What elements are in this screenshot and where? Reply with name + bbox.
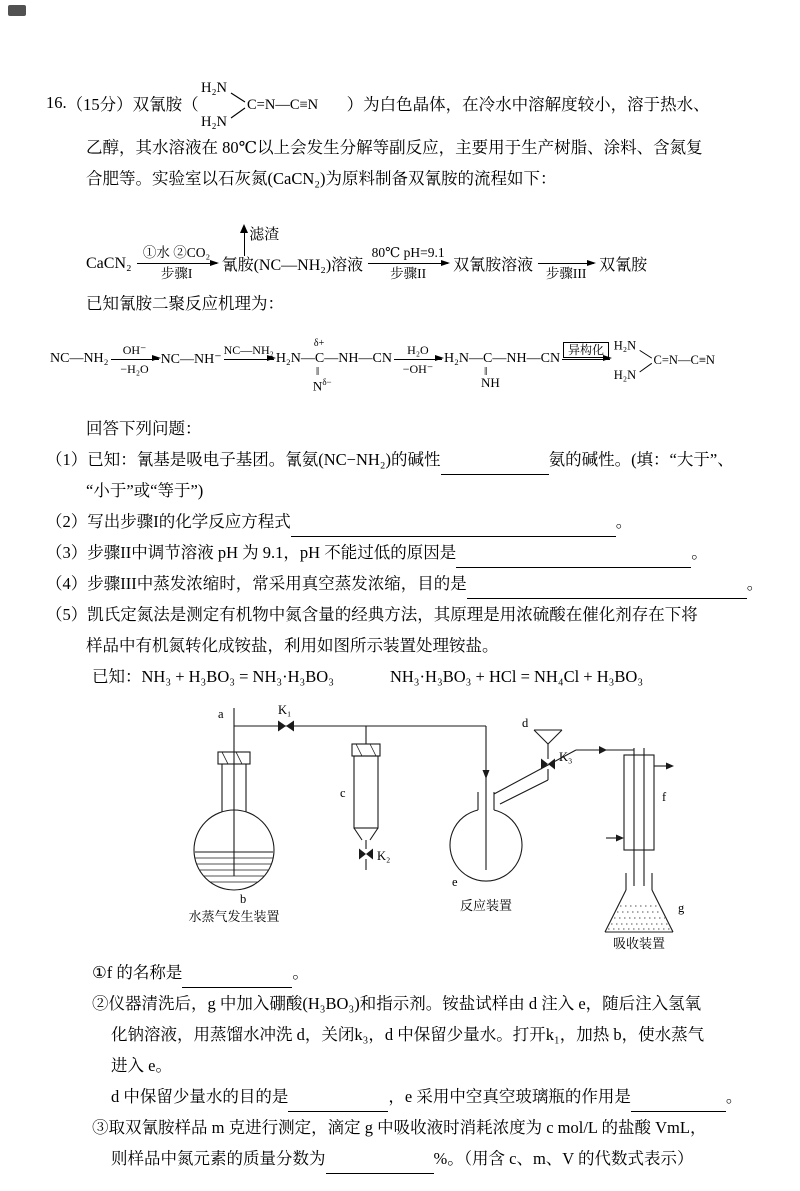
answer-blank	[467, 581, 747, 599]
label-d: d	[522, 716, 529, 730]
flow-step1-label: 步骤I	[160, 266, 193, 281]
species3-delta-minus: δ−	[322, 377, 332, 387]
dicyandiamide-structure-product	[612, 332, 740, 386]
flow-residue-label: 滤渣	[249, 227, 280, 243]
flow-start: CaCN₂	[86, 254, 132, 272]
structure-h2n-top: H₂N	[613, 338, 637, 353]
label-c: c	[340, 786, 346, 800]
species3-nitrogen: $N^{\delta-}$	[312, 377, 332, 394]
q16-intro-line	[46, 74, 754, 132]
q16-line2: 乙醇，其水溶液在 80℃以上会发生分解等副反应，主要用于生产树脂、涂料、含氮复	[86, 138, 703, 157]
question-number: 16.	[46, 93, 67, 112]
equation-1: NH₃ + H₃BO₃ = NH₃·H₃BO₃	[141, 667, 334, 686]
sub-question-3-line1: ③取双氰胺样品 m 克进行测定，滴定 g 中吸收液时消耗浓度为 c mol/L 的盐酸 VmL，	[92, 1118, 707, 1137]
mech-arrow1-bottom: −H₂O	[120, 361, 149, 376]
q16-intro-before: （15分）双氰胺（	[66, 95, 199, 114]
sub3-text: 则样品中氮元素的质量分数为	[111, 1149, 326, 1168]
structure-h2n-top: H₂N	[200, 80, 227, 96]
isomerization-box: 异构化	[563, 343, 609, 357]
flow-arrow-step3	[538, 245, 594, 282]
sub-question-2-line1: ②仪器清洗后，g 中加入硼酸(H₃BO₃)和指示剂。铵盐试样由 d 注入 e，随后注入氢氧	[92, 994, 702, 1013]
q16-intro-after: ）为白色晶体，在冷水中溶解度较小，溶于热水、	[346, 95, 710, 114]
flow-arrow-step2	[368, 245, 448, 282]
sub3-text-after: %。（用含 c、m、V 的代数式表示）	[433, 1149, 694, 1168]
q1-text-after: 氨的碱性。(填：“大于”、	[548, 450, 734, 469]
arrow-line	[562, 359, 610, 360]
sub-question-3-line2	[46, 1143, 754, 1174]
caption-steam-generator: 水蒸气发生装置	[188, 909, 280, 924]
known-equations	[46, 661, 754, 692]
mech-species-1: NC—NH₂	[50, 351, 109, 366]
valve-k3-label: K₃	[559, 750, 573, 764]
steam-tube	[234, 703, 486, 732]
mechanism-diagram	[50, 323, 754, 395]
mech-species-3	[275, 338, 392, 394]
valve-k2-label: K₂	[377, 849, 391, 863]
answer-blank	[182, 970, 292, 988]
answer-blank	[326, 1156, 434, 1174]
flow-arrow-step1	[137, 245, 217, 282]
label-g: g	[678, 901, 685, 915]
flow-step2-conditions: 80℃ pH=9.1	[371, 245, 445, 260]
arrow-line	[137, 263, 217, 264]
sub1-text: ①f 的名称是	[92, 963, 183, 982]
mech-arrow3-bottom: −OH⁻	[402, 361, 434, 376]
flow-step2-label: 步骤II	[390, 266, 427, 281]
flow-main-row	[86, 245, 647, 282]
known-label: 已知：	[92, 667, 142, 686]
species3-delta-plus: δ+	[313, 338, 325, 349]
answer-blank	[441, 457, 549, 475]
species3-left: H₂N—	[275, 351, 315, 366]
answer-blank	[631, 1094, 726, 1112]
mech-arrow-4	[562, 343, 610, 376]
flow-step1-reagents: ①水 ②CO₂	[142, 245, 211, 260]
mechanism-intro: 已知氰胺二聚反应机理为：	[86, 294, 284, 313]
label-f: f	[662, 790, 667, 804]
sub-question-2-line2: 化钠溶液，用蒸馏水冲洗 d，关闭k₃，d 中保留少量水。打开k₁，加热 b，使水蒸气	[111, 1025, 705, 1044]
mech-arrow3-top: H₂O	[407, 342, 429, 357]
mech-arrow-1	[111, 343, 159, 376]
species3-right: —NH—CN	[324, 351, 392, 366]
label-e: e	[452, 875, 458, 889]
structure-chain: C=N—C≡N	[246, 97, 318, 113]
trap-cylinder	[340, 726, 390, 870]
q16-line3: 合肥等。实验室以石灰氮(CaCN₂)为原料制备双氰胺的流程如下：	[86, 169, 557, 188]
species3-double-bond: ‖	[315, 364, 320, 378]
funnel-d	[500, 716, 572, 804]
question-5-line2: 样品中有机氮转化成铵盐，利用如图所示装置处理铵盐。	[86, 636, 499, 655]
q2-text: （2）写出步骤I的化学反应方程式	[46, 512, 291, 531]
question-5-line1: （5）凯氏定氮法是测定有机物中氮含量的经典方法，其原理是用浓硫酸在催化剂存在下将	[46, 605, 698, 624]
answer-blank	[288, 1094, 388, 1112]
question-1-line1	[46, 444, 754, 475]
sub2-e-text: ，e 采用中空真空玻璃瓶的作用是	[388, 1087, 631, 1106]
flow-product-solution: 双氰胺溶液	[453, 257, 534, 274]
species4-imine: NH	[481, 375, 500, 390]
arrow-line	[368, 263, 448, 264]
mech-species-4	[443, 351, 561, 390]
species4-double-bond: ‖	[484, 364, 488, 378]
arrow-line	[394, 359, 442, 360]
mech-species-2: NC—NH⁻	[160, 351, 222, 367]
q1-text: （1）已知：氰基是吸电子基团。氰氨(NC−NH₂)的碱性	[46, 450, 441, 469]
up-arrow-icon	[244, 232, 245, 256]
mech-arrow-2	[224, 343, 274, 376]
sub-question-1: ①f 的名称是 。	[46, 957, 754, 988]
q3-text: （3）步骤II中调节溶液 pH 为 9.1，pH 不能过低的原因是	[46, 543, 457, 562]
species4-carbon: C ‖ NH	[481, 351, 500, 390]
answer-blank	[291, 519, 616, 537]
mech-arrow1-top: OH⁻	[122, 342, 147, 357]
species4-left: H₂N—	[443, 351, 484, 366]
dicyandiamide-structure	[199, 76, 347, 130]
label-a: a	[218, 707, 224, 721]
question-2: （2）写出步骤I的化学反应方程式 。	[46, 506, 754, 537]
question-4: （4）步骤III中蒸发浓缩时，常采用真空蒸发浓缩，目的是 。	[46, 568, 754, 599]
sub2-d-text: d 中保留少量水的目的是	[111, 1087, 289, 1106]
flow-branch-residue	[244, 229, 279, 256]
answer-prompt: 回答下列问题：	[86, 419, 202, 438]
flow-step3-label: 步骤III	[545, 266, 587, 281]
answer-blank	[456, 550, 691, 568]
sub-question-2-line4: d 中保留少量水的目的是 ，e 采用中空真空玻璃瓶的作用是 。	[46, 1081, 754, 1112]
species4-right: —NH—CN	[492, 351, 561, 366]
arrow-line	[111, 359, 159, 360]
question-1-line2: “小于”或“等于”)	[86, 481, 204, 500]
reaction-vessel	[450, 726, 634, 913]
steam-generator	[188, 707, 279, 924]
caption-reaction: 反应装置	[459, 898, 513, 913]
caption-absorption: 吸收装置	[612, 936, 666, 950]
structure-chain: C=N—C≡N	[653, 353, 716, 368]
label-b: b	[240, 892, 247, 906]
apparatus-figure	[156, 700, 754, 955]
question-3: （3）步骤II中调节溶液 pH 为 9.1，pH 不能过低的原因是 。	[46, 537, 754, 568]
condenser	[606, 748, 674, 886]
species3-carbon: δ+ C ‖ $N^{\delta-}$	[312, 338, 332, 394]
equation-2: NH₃·H₃BO₃ + HCl = NH₄Cl + H₃BO₃	[389, 667, 644, 686]
mech-arrow2-top: NC—NH₂	[223, 342, 274, 357]
q4-text: （4）步骤III中蒸发浓缩时，常采用真空蒸发浓缩，目的是	[46, 574, 467, 593]
valve-k1-label: K₁	[278, 703, 292, 717]
flow-cyanamide-solution: 氰胺(NC—NH₂)溶液	[221, 257, 364, 274]
flow-final-product: 双氰胺	[599, 257, 648, 274]
absorption-flask	[605, 873, 685, 950]
structure-h2n-bottom: H₂N	[613, 367, 637, 382]
structure-h2n-bottom: H₂N	[200, 114, 227, 130]
process-flow-diagram	[86, 198, 754, 288]
sub-question-2-line3: 进入 e。	[111, 1056, 172, 1075]
mech-arrow-3	[394, 343, 442, 376]
arrow-line	[224, 359, 274, 360]
arrow-line	[538, 263, 594, 264]
